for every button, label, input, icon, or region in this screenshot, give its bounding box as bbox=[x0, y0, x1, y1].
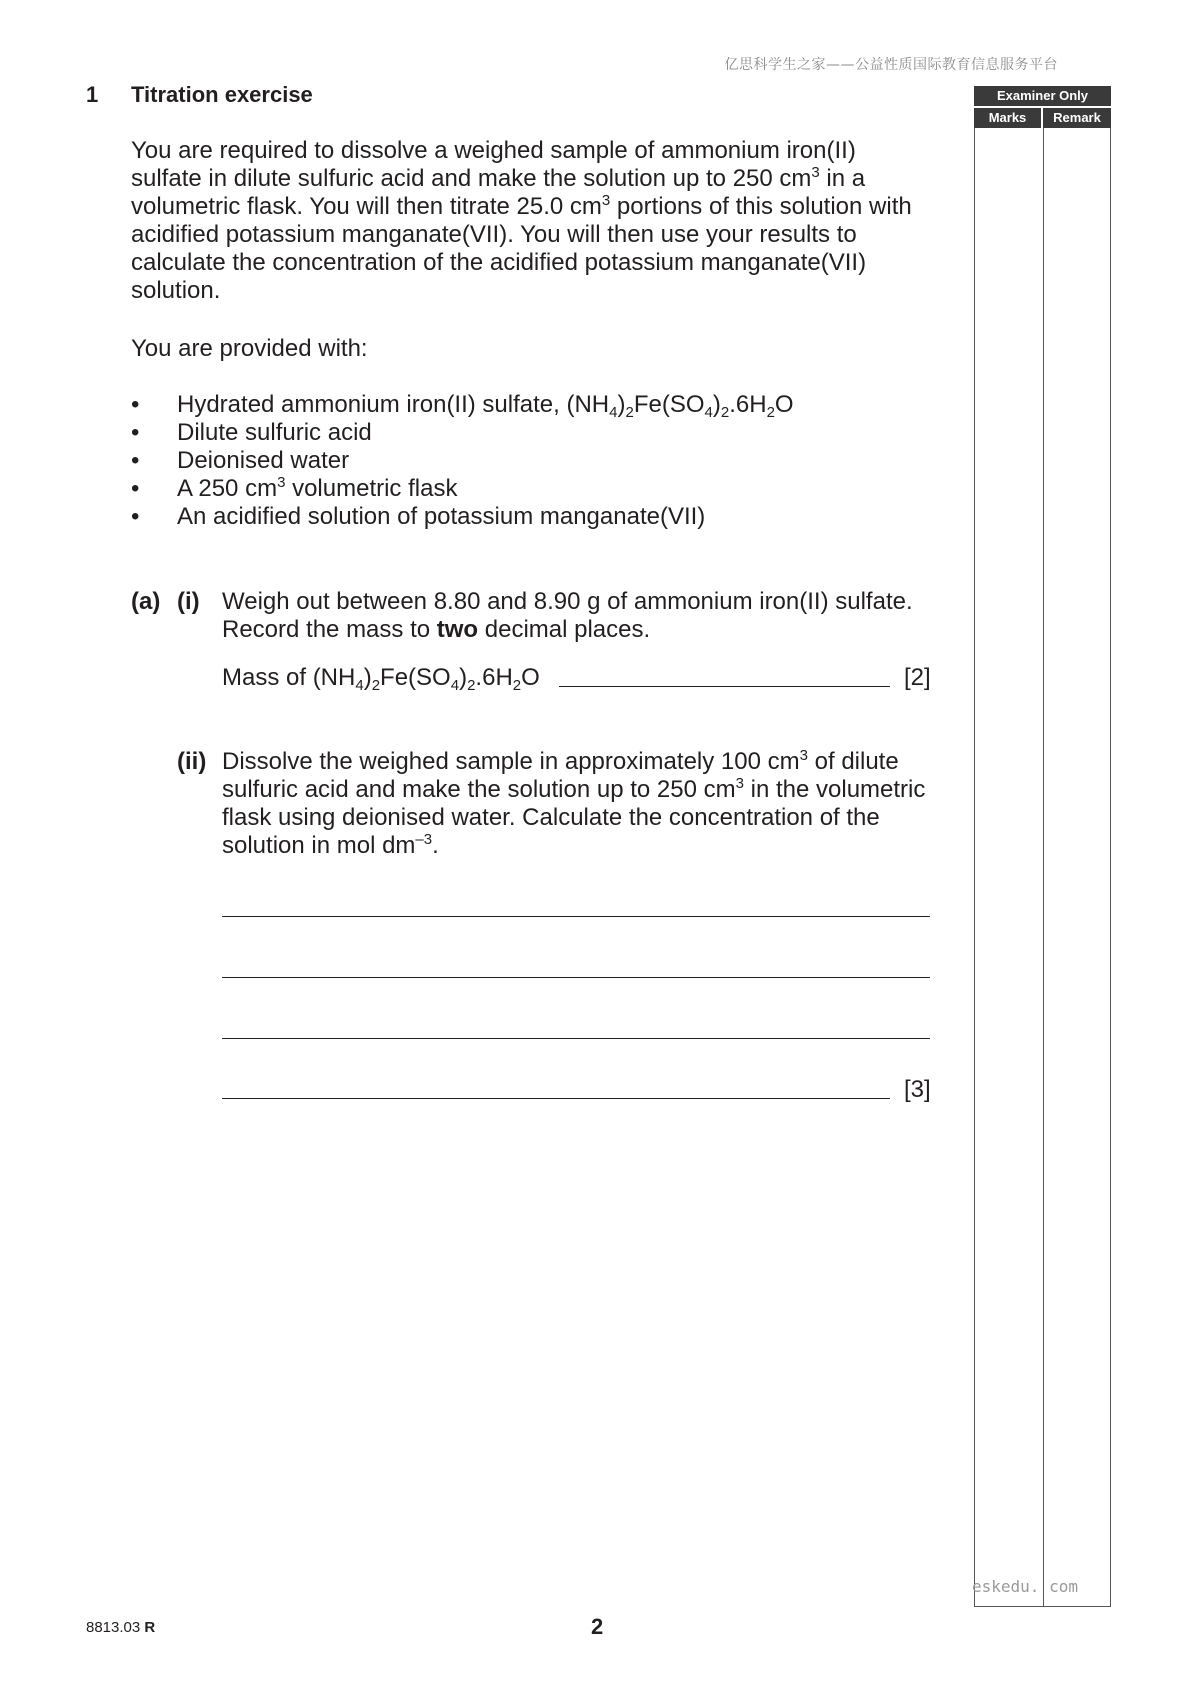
list-item: • Deionised water bbox=[131, 447, 350, 474]
part-a-ii-text: Dissolve the weighed sample in approximately 100 $cm^3$ of dilute sulfuric acid and make the solution up to 250 $cm^3$ in the volumetric flask using deionised water. Calculate the concentration of the solution in mol $dm^{-3}$. bbox=[222, 747, 926, 859]
examiner-columns bbox=[974, 128, 1111, 1607]
part-a-i-marks: [2] bbox=[904, 664, 931, 691]
list-item: • Dilute sulfuric acid bbox=[131, 419, 372, 446]
part-a-ii-label: (ii) bbox=[177, 748, 207, 775]
answer-line-4[interactable] bbox=[222, 1098, 890, 1099]
watermark-header: 亿思科学生之家——公益性质国际教育信息服务平台 bbox=[724, 57, 1058, 73]
mass-label: Mass of $(NH_4)_2Fe(SO_4)_2.6H_2O$ bbox=[222, 664, 540, 694]
part-a-i-text: Weigh out between 8.80 and 8.90 g of ammonium iron(II) sulfate. Record the mass to two decimal places. bbox=[222, 588, 913, 643]
part-a-ii-marks: [3] bbox=[904, 1076, 931, 1103]
watermark-footer: eskedu. com bbox=[972, 1577, 1078, 1596]
mass-answer-line[interactable] bbox=[559, 686, 890, 687]
examiner-only-header: Examiner Only bbox=[974, 86, 1111, 106]
question-number: 1 bbox=[86, 82, 99, 107]
part-a-label: (a) bbox=[131, 588, 161, 615]
question-title: Titration exercise bbox=[131, 82, 313, 107]
intro-paragraph: You are required to dissolve a weighed sample of ammonium iron(II) sulfate in dilute sulfuric acid and make the solution up to 250 $cm^3$ in a volumetric flask. You will then titrate 25.0 $cm^3$ portions of this solution with acidified potassium manganate(VII). You will then use your results to calculate the concentration of the acidified potassium manganate(VII) solution. bbox=[131, 137, 912, 304]
part-a-i-label: (i) bbox=[177, 588, 200, 615]
list-item: • An acidified solution of potassium manganate(VII) bbox=[131, 503, 706, 530]
paper-code: 8813.03 R bbox=[86, 1619, 156, 1636]
examiner-column-headers bbox=[974, 108, 1111, 128]
page-number: 2 bbox=[591, 1614, 604, 1639]
examiner-only-box bbox=[974, 86, 1111, 1607]
remark-column bbox=[1043, 128, 1111, 1607]
list-item: • Hydrated ammonium iron(II) sulfate, $(NH_4)_2Fe(SO_4)_2.6H_2O$ bbox=[131, 391, 794, 421]
list-item: • A 250 $cm^3$ volumetric flask bbox=[131, 474, 458, 502]
provided-heading: You are provided with: bbox=[131, 335, 368, 362]
answer-line-1[interactable] bbox=[222, 916, 930, 917]
remark-column-header: Remark bbox=[1043, 108, 1111, 128]
materials-list bbox=[131, 391, 794, 531]
answer-line-2[interactable] bbox=[222, 977, 930, 978]
marks-column bbox=[974, 128, 1043, 1607]
marks-column-header: Marks bbox=[974, 108, 1041, 128]
answer-line-3[interactable] bbox=[222, 1038, 930, 1039]
